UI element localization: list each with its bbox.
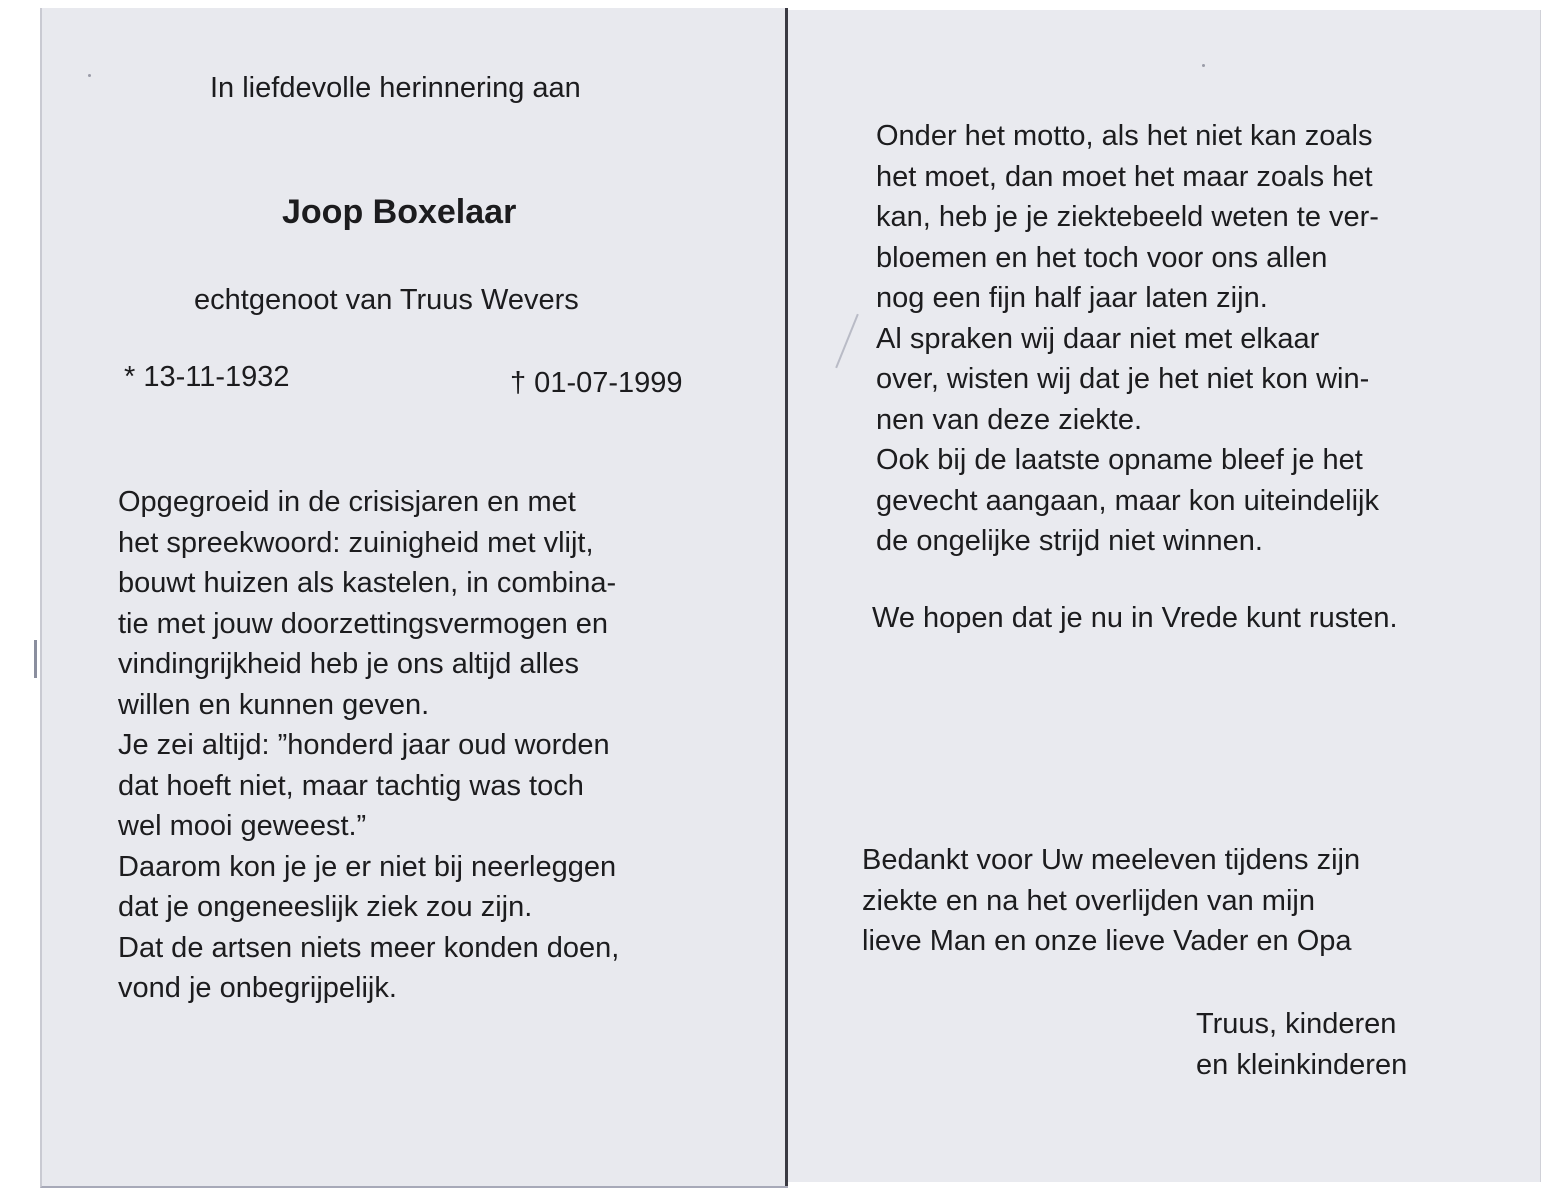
edge-mark xyxy=(34,640,37,678)
text-line: nog een fijn half jaar laten zijn. xyxy=(876,282,1268,314)
spouse-line: echtgenoot van Truus Wevers xyxy=(194,284,579,316)
text-line: het moet, dan moet het maar zoals het xyxy=(876,160,1373,193)
text-line: Bedankt voor Uw meeleven tijdens zijn xyxy=(862,844,1361,876)
death-date: † 01-07-1999 xyxy=(510,367,683,399)
text-line: bouwt huizen als kastelen, in combina- xyxy=(118,567,617,599)
closing-line: We hopen dat je nu in Vrede kunt rusten. xyxy=(872,602,1398,634)
text-line: Onder het motto, als het niet kan zoals xyxy=(876,120,1373,152)
text-line: Al spraken wij daar niet met elkaar xyxy=(876,322,1320,355)
text-line: tie met jouw doorzettingsvermogen en xyxy=(118,607,609,640)
deceased-name: Joop Boxelaar xyxy=(282,193,517,231)
signature xyxy=(1196,1004,1407,1085)
text-line: wel mooi geweest.” xyxy=(118,810,367,842)
text-line: dat hoeft niet, maar tachtig was toch xyxy=(118,769,584,802)
text-line: kan, heb je je ziektebeeld weten te ver- xyxy=(876,201,1379,233)
fold-line xyxy=(785,8,788,1186)
text-line: over, wisten wij dat je het niet kon win- xyxy=(876,363,1370,395)
text-line: en kleinkinderen xyxy=(1196,1048,1408,1081)
text-line: Ook bij de laatste opname bleef je het xyxy=(876,444,1363,476)
text-line: ziekte en na het overlijden van mijn xyxy=(862,884,1315,917)
speck xyxy=(88,74,91,77)
text-line: de ongelijke strijd niet winnen. xyxy=(876,525,1263,557)
memorial-header: In liefdevolle herinnering aan xyxy=(210,72,581,104)
text-line: Truus, kinderen xyxy=(1196,1008,1397,1040)
right-body-text xyxy=(876,116,1379,562)
text-line: het spreekwoord: zuinigheid met vlijt, xyxy=(118,526,594,559)
text-line: Dat de artsen niets meer konden doen, xyxy=(118,931,620,964)
text-line: gevecht aangaan, maar kon uiteindelijk xyxy=(876,484,1379,517)
text-line: vond je onbegrijpelijk. xyxy=(118,972,397,1004)
text-line: Daarom kon je je er niet bij neerleggen xyxy=(118,850,617,883)
text-line: nen van deze ziekte. xyxy=(876,403,1143,436)
text-line: willen en kunnen geven. xyxy=(118,688,430,721)
text-line: lieve Man en onze lieve Vader en Opa xyxy=(862,925,1352,957)
speck xyxy=(1202,64,1205,67)
text-line: bloemen en het toch voor ons allen xyxy=(876,241,1328,274)
text-line: Je zei altijd: ”honderd jaar oud worden xyxy=(118,729,610,761)
left-body-text xyxy=(118,482,619,1009)
text-line: vindingrijkheid heb je ons altijd alles xyxy=(118,648,580,680)
birth-date: * 13-11-1932 xyxy=(124,361,290,393)
text-line: Opgegroeid in de crisisjaren en met xyxy=(118,486,576,518)
text-line: dat je ongeneeslijk ziek zou zijn. xyxy=(118,891,533,923)
thanks-text xyxy=(862,840,1360,962)
